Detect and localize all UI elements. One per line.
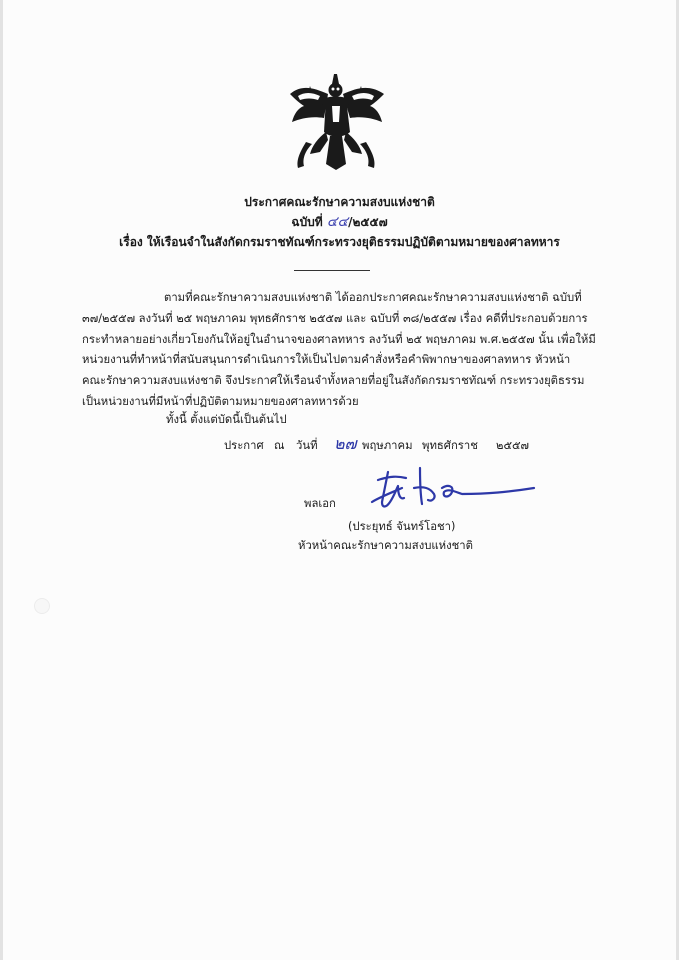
- announcement-title: ประกาศคณะรักษาความสงบแห่งชาติ: [244, 195, 435, 209]
- signatory-title: หัวหน้าคณะรักษาความสงบแห่งชาติ: [298, 539, 473, 552]
- body-line: ๓๗/๒๕๕๗ ลงวันที่ ๒๕ พฤษภาคม พุทธศักราช ๒๕๕๗ และ ฉบับที่ ๓๘/๒๕๕๗ เรื่อง คดีที่ประกอบด้วยการ: [82, 311, 588, 325]
- body-text: [82, 288, 602, 413]
- issue-line: [0, 213, 679, 232]
- signatory-name: (ประยุทธ์ จันทร์โอชา): [348, 520, 456, 533]
- given-year: ๒๕๕๗: [496, 439, 530, 452]
- given-day-label: วันที่: [296, 439, 318, 452]
- given-era-label: พุทธศักราช: [422, 439, 478, 452]
- given-label: ประกาศ: [224, 439, 264, 452]
- body-line: กระทำหลายอย่างเกี่ยวโยงกันให้อยู่ในอำนาจของศาลทหาร ลงวันที่ ๒๕ พฤษภาคม พ.ศ.๒๕๕๗ นั้น เพื่อให้มี: [82, 332, 596, 346]
- body-line: เป็นหน่วยงานที่มีหน้าที่ปฏิบัติตามหมายของศาลทหารด้วย: [82, 394, 359, 408]
- body-line: ตามที่คณะรักษาความสงบแห่งชาติ ได้ออกประกาศคณะรักษาความสงบแห่งชาติ ฉบับที่: [164, 291, 582, 304]
- page-left-edge: [0, 0, 3, 960]
- divider-rule: [294, 270, 370, 271]
- issue-number-handwritten: ๔๔: [326, 215, 349, 230]
- body-line: หน่วยงานที่ทำหน้าที่สนับสนุนการดำเนินการให้เป็นไปตามคำสั่งหรือคำพิพากษาของศาลทหาร หัวหน้า: [82, 353, 571, 367]
- given-month: พฤษภาคม: [362, 439, 413, 452]
- given-at: ณ: [274, 439, 285, 452]
- given-day-handwritten: ๒๗: [334, 436, 357, 453]
- issue-prefix: ฉบับที่: [291, 215, 323, 229]
- garuda-emblem: [284, 72, 390, 172]
- signatory-rank: พลเอก: [304, 497, 336, 510]
- body-line: คณะรักษาความสงบแห่งชาติ จึงประกาศให้เรือนจำทั้งหลายที่อยู่ในสังกัดกรมราชทัณฑ์ กระทรวงยุติธรรม: [82, 374, 585, 388]
- effective-clause: ทั้งนี้ ตั้งแต่บัดนี้เป็นต้นไป: [166, 413, 287, 426]
- issue-suffix: /๒๕๕๗: [348, 215, 388, 229]
- subject-line: เรื่อง ให้เรือนจำในสังกัดกรมราชทัณฑ์กระทรวงยุติธรรมปฏิบัติตามหมายของศาลทหาร: [119, 235, 560, 249]
- handwritten-signature: [338, 458, 538, 518]
- punch-hole-mark: [34, 598, 50, 614]
